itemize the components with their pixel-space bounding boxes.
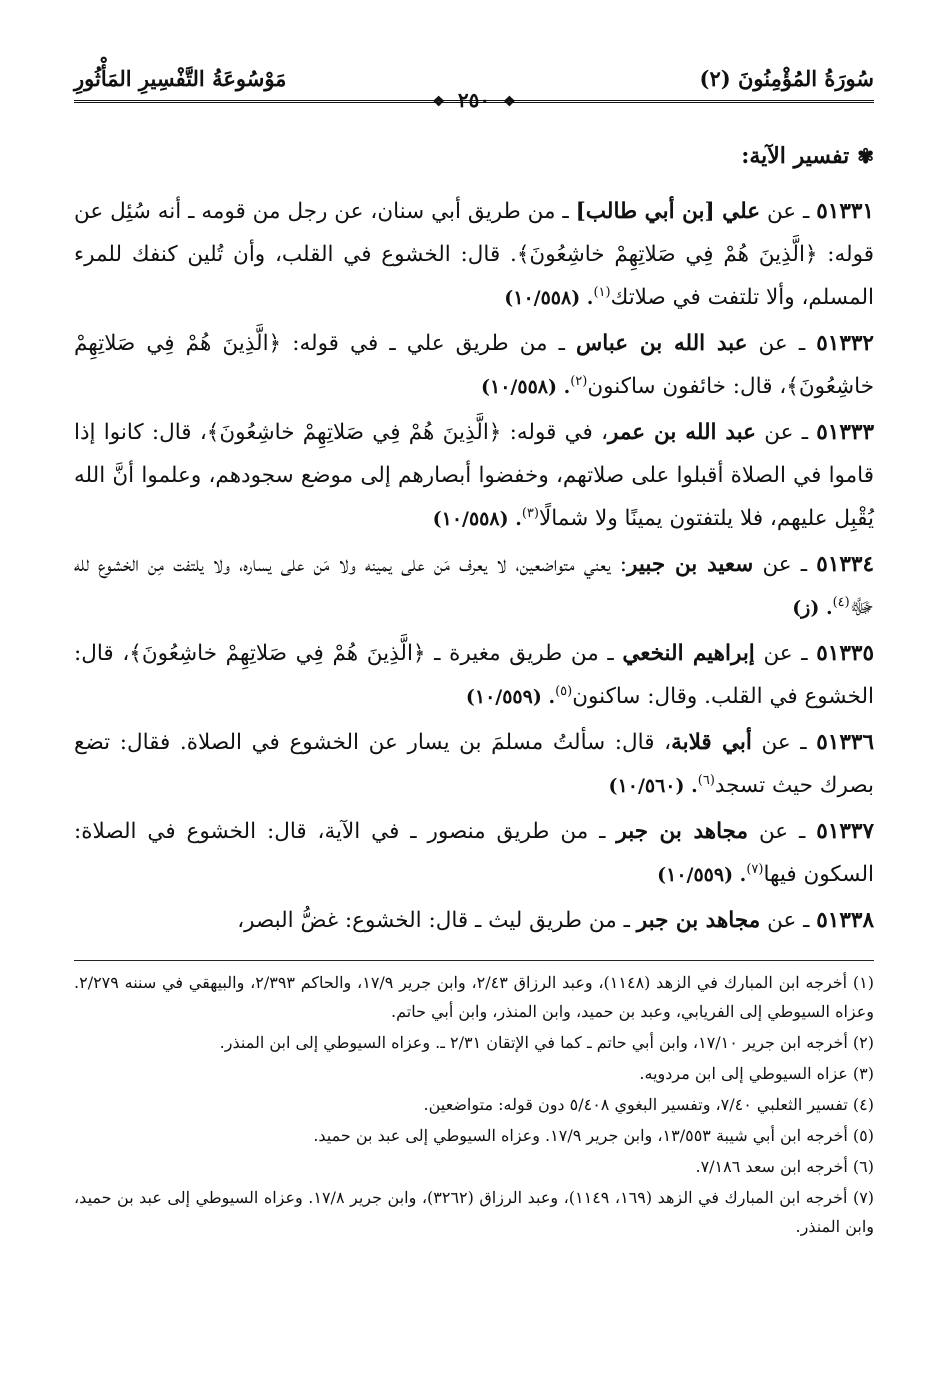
section-heading-text: تفسير الآية: [741,143,850,169]
entry-reference: . (١٠/٥٥٨) [504,287,594,309]
ornament-icon: ❖ [432,93,445,110]
entry-number: ٥١٣٣٥ [816,641,874,666]
book-title: مَوْسُوعَةُ التَّفْسِيرِ المَأْثُورِ [74,66,287,91]
footnote-marker: (٤) [832,594,850,610]
footnote-separator [74,960,874,961]
entry-text-a: ـ عن [747,331,817,356]
entry-text-b: ـ من طريق منصور ـ في الآية، قال: الخشوع في الصلاة: السكون فيها [74,819,874,887]
entry-number: ٥١٣٣٢ [816,331,874,356]
entry-reference: . (١٠/٥٦٠) [608,775,698,797]
hadith-entry [74,810,874,899]
hadith-entry [74,899,874,945]
footnote-marker: (٢) [570,373,588,389]
footnote-marker: (٣) [521,505,539,521]
entry-narrator: مجاهد بن جبر [636,908,761,933]
entry-text-b: ـ من طريق ليث ـ قال: الخشوع: غضُّ البصر، [237,908,637,933]
entry-narrator: سعيد بن جبير [627,552,754,577]
entry-text-b: : يعني متواضعين، لا يعرف مَن على يمينه ولا مَن على يساره، ولا يلتفت مِن الخشوع لله ﷻ [74,552,874,620]
entry-number: ٥١٣٣٧ [816,819,875,844]
footnotes [74,968,874,1243]
entry-number: ٥١٣٣١ [816,199,874,224]
entry-text-b: ـ من طريق أبي سنان، عن رجل من قومه ـ أنه سُئِل عن قوله: ﴿الَّذِينَ هُمْ فِي صَلاتِهِمْ خاشِعُونَ﴾. قال: الخشوع في القلب، وأن تُلين كنفك للمرء المسلم، وألا تلتفت في صلاتك [74,199,874,310]
star-ornament-icon: ✾ [857,144,874,168]
footnote: (٥) أخرجه ابن أبي شيبة ١٣/٥٥٣، وابن جرير ١٧/٩. وعزاه السيوطي إلى عبد بن حميد. [313,1126,874,1145]
entry-narrator: إبراهيم النخعي [622,641,755,666]
entry-text-a: ـ عن [755,420,817,445]
hadith-entry [74,543,874,632]
entry-narrator: علي [بن أبي طالب] [575,199,761,224]
entry-text-b: ، قال: سألتُ مسلمَ بن يسار عن الخشوع في الصلاة. فقال: تضع بصرك حيث تسجد [74,730,874,798]
footnote: (٤) تفسير الثعلبي ٧/٤٠، وتفسير البغوي ٥/٤٠٨ دون قوله: متواضعين. [423,1095,874,1114]
entry-text-a: ـ عن [751,730,817,755]
hadith-entry [74,411,874,543]
entry-reference: . (١٠/٥٥٨) [481,376,571,398]
footnote: (٢) أخرجه ابن جرير ١٧/١٠، وابن أبي حاتم ـ كما في الإتقان ٢/٣١ ـ. وعزاه السيوطي إلى ابن المنذر. [219,1033,874,1052]
entry-number: ٥١٣٣٦ [816,730,874,755]
entry-reference: . (١٠/٥٥٩) [465,686,556,708]
entry-text-a: ـ عن [748,819,817,844]
entry-text-a: ـ عن [760,908,817,933]
footnote-marker: (٥) [555,683,573,699]
entry-reference: . (١٠/٥٥٩) [657,864,747,886]
footnote-marker: (٧) [746,861,764,877]
entry-text-b: ـ من طريق مغيرة ـ ﴿الَّذِينَ هُمْ فِي صَلاتِهِمْ خاشِعُونَ﴾، قال: الخشوع في القلب. وقال: ساكنون [74,641,874,709]
section-heading [741,143,874,169]
footnote: (٣) عزاه السيوطي إلى ابن مردويه. [639,1064,874,1083]
hadith-entry [74,632,874,721]
main-text [74,190,874,945]
footnote: (٧) أخرجه ابن المبارك في الزهد (١٦٩، ١١٤٩)، وعبد الرزاق (٣٢٦٢)، وابن جرير ١٧/٨. وعزاه السيوطي إلى عبد بن حميد، وابن المنذر. [74,1188,875,1236]
ornament-icon: ❖ [503,93,516,110]
page-number: ٢٥٠ [457,88,491,112]
entry-text-b: ، في قوله: ﴿الَّذِينَ هُمْ فِي صَلاتِهِمْ خاشِعُونَ﴾، قال: كانوا إذا قاموا في الصلاة أقبلوا على صلاتهم، وخفضوا أبصارهم إلى موضع سجودهم، وعلموا أنَّ الله يُقْبِل عليهم، فلا يلتفتون يمينًا ولا شمالًا [74,420,874,531]
footnote: (١) أخرجه ابن المبارك في الزهد (١١٤٨)، وعبد الرزاق ٢/٤٣، وابن جرير ١٧/٩، والحاكم ٢/٣٩٣، والبيهقي في سننه ٢/٢٧٩. وعزاه السيوطي إلى الفريابي، وعبد بن حميد، وابن المنذر، وابن أبي حاتم. [74,973,874,1021]
footnote-marker: (٦) [697,772,715,788]
footnote-marker: (١) [593,284,611,300]
entry-narrator: أبي قلابة [671,730,752,755]
hadith-entry [74,190,874,322]
entry-reference: . (١٠/٥٥٨) [432,508,522,530]
footnote: (٦) أخرجه ابن سعد ٧/١٨٦. [695,1157,874,1176]
entry-number: ٥١٣٣٣ [816,420,874,445]
hadith-entry [74,322,874,411]
entry-text-a: ـ عن [760,199,817,224]
entry-text-b: ـ من طريق علي ـ في قوله: ﴿الَّذِينَ هُمْ فِي صَلاتِهِمْ خاشِعُونَ﴾، قال: خائفون ساكنون [74,331,874,399]
entry-reference: . (ز) [792,597,833,619]
page-number-line [0,88,948,112]
entry-narrator: عبد الله بن عباس [576,331,748,356]
entry-number: ٥١٣٣٤ [816,552,875,577]
hadith-entry [74,721,874,810]
entry-text-a: ـ عن [753,552,817,577]
entry-number: ٥١٣٣٨ [816,908,874,933]
entry-text-a: ـ عن [754,641,817,666]
surah-title: سُورَةُ المُؤْمِنُونَ (٢) [699,66,874,91]
entry-narrator: عبد الله بن عمر [608,420,756,445]
entry-narrator: مجاهد بن جبر [616,819,749,844]
